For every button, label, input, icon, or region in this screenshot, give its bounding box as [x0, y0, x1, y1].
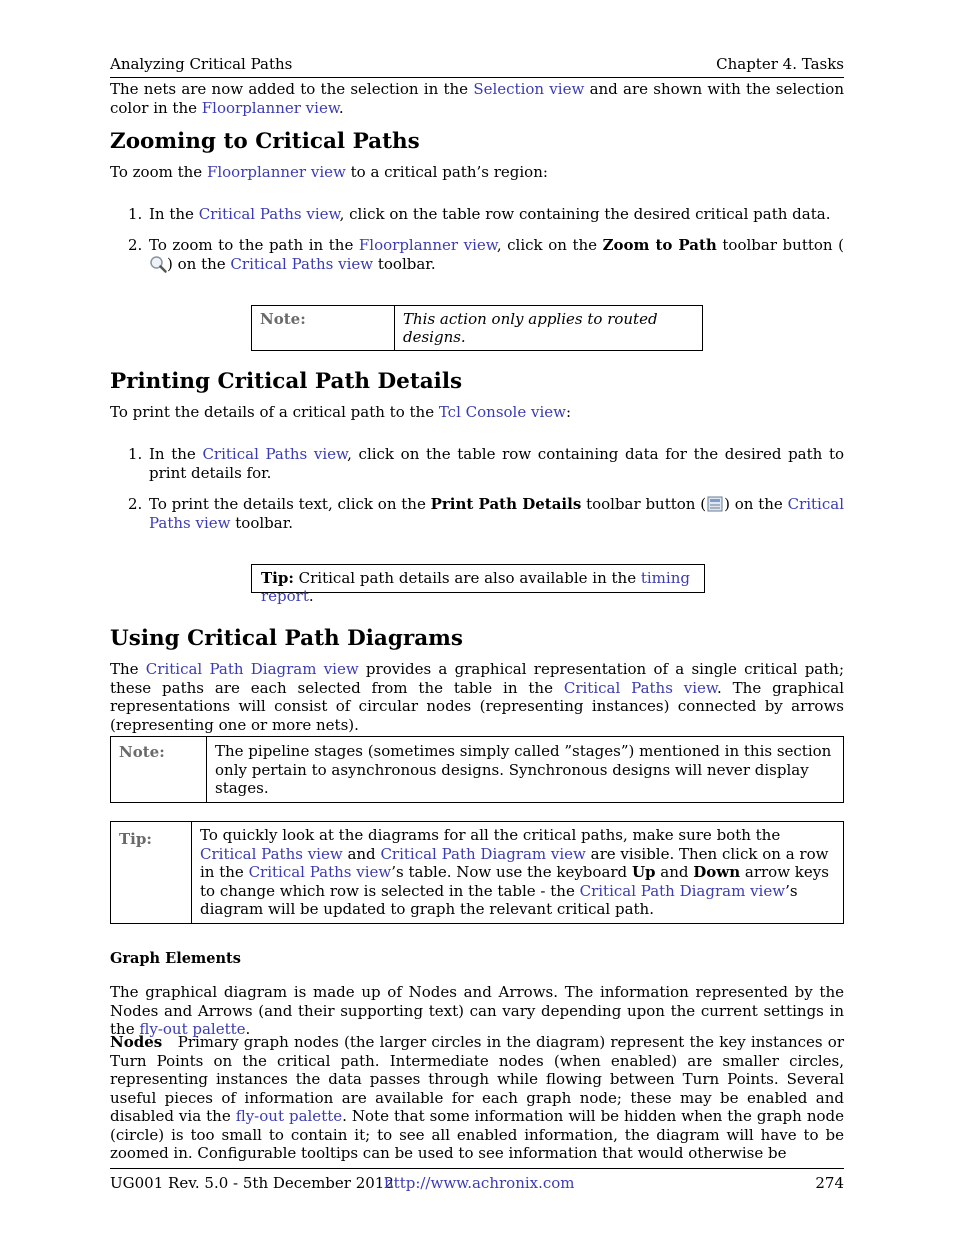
text: . The graphical representations will consist of circular nodes (representing instances) connected by arrows (representing one or more nets). — [110, 678, 845, 734]
text: toolbar. — [230, 514, 294, 532]
page-header — [110, 55, 844, 78]
text: . — [338, 98, 344, 117]
text: The graphical diagram is made up of Nodes and Arrows. The information represented by the Nodes and Arrows (and their supporting text) can vary depending upon the current settings in the — [110, 983, 844, 1038]
critical-paths-view-link[interactable]: Critical Paths view — [200, 844, 343, 863]
text: arrow keys to change which row is selected in the table - the — [200, 863, 829, 900]
text: and — [342, 844, 381, 863]
fly-out-palette-link[interactable]: fly-out palette — [139, 1020, 246, 1038]
graph-elements-paragraph — [110, 983, 844, 1039]
text: toolbar button ( — [716, 236, 844, 254]
zoom-heading: Zooming to Critical Paths — [110, 129, 420, 154]
page-footer — [110, 1168, 844, 1192]
floorplanner-view-link[interactable]: Floorplanner view — [206, 163, 346, 181]
magnifier-icon — [149, 255, 167, 273]
text: toolbar. — [373, 255, 436, 273]
text: To print the details text, click on the — [149, 495, 431, 513]
print-details-icon — [706, 495, 724, 513]
text: : — [565, 403, 572, 421]
text: ’s table. Now use the keyboard — [391, 863, 632, 881]
text: ’s diagram will be updated to graph the relevant critical path. — [200, 881, 798, 918]
critical-path-diagram-view-link[interactable]: Critical Path Diagram view — [380, 844, 586, 863]
diagrams-heading: Using Critical Path Diagrams — [110, 626, 464, 651]
nodes-label: Nodes — [110, 1033, 163, 1051]
text: Primary graph nodes (the larger circles in the diagram) represent the key instances or Turn Points on the critical path. Intermediate nodes (when enabled) are smaller circles, representing instances the data passes through while flowing between Turn Points. Several useful pieces of information are available for each graph node; these may be enabled and disabled via the — [110, 1033, 849, 1125]
diagrams-tip-box — [110, 821, 844, 924]
step-number: 1. — [128, 205, 143, 223]
print-tip-box — [251, 564, 705, 605]
text: and — [655, 863, 694, 881]
critical-paths-view-link[interactable]: Critical Paths view — [202, 445, 348, 463]
fly-out-palette-link[interactable]: fly-out palette — [235, 1107, 343, 1125]
critical-path-diagram-view-link[interactable]: Critical Path Diagram view — [579, 881, 786, 900]
text: , click on the — [496, 236, 603, 254]
zoom-note-box — [251, 305, 703, 351]
note-text: The pipeline stages (sometimes simply called ”stages”) mentioned in this section only pertain to asynchronous designs. Synchronous designs will never display stages. — [207, 737, 844, 803]
timing-report-link[interactable]: timing report — [261, 569, 690, 605]
critical-paths-view-link[interactable]: Critical Paths view — [230, 255, 374, 273]
critical-paths-view-link[interactable]: Critical Paths view — [149, 495, 844, 532]
tip-label: Tip: — [111, 822, 192, 924]
zoom-to-path-label: Zoom to Path — [602, 236, 717, 254]
print-step-2 — [110, 495, 844, 533]
text: To zoom the — [110, 163, 207, 181]
text: ) on the — [167, 255, 231, 273]
text: . — [308, 587, 314, 605]
tip-text — [192, 822, 844, 924]
zoom-step-2 — [110, 236, 844, 274]
text: to a critical path’s region: — [345, 163, 548, 181]
text: , click on the table row containing the desired critical path data. — [339, 205, 831, 223]
nodes-paragraph — [110, 1033, 849, 1162]
text: toolbar button ( — [581, 495, 707, 513]
footer-doc-rev: UG001 Rev. 5.0 - 5th December 2012 — [110, 1174, 394, 1192]
text: ) on the — [724, 495, 788, 513]
text: To print the details of a critical path to the — [110, 403, 439, 421]
text: . Note that some information will be hidden when the graph node (circle) is too small to contain it; to see all enabled information, the diagram will have to be zoomed in. Configurable tooltips can be used to see information that would otherwise be — [110, 1107, 844, 1162]
text: Critical path details are also available in the — [293, 569, 641, 587]
graph-elements-subheading: Graph Elements — [110, 950, 241, 967]
text: are visible. Then click on a row in the — [200, 844, 829, 881]
print-heading: Printing Critical Path Details — [110, 369, 463, 394]
text: The nets are now added to the selection in the — [110, 80, 474, 98]
note-label: Note: — [111, 737, 207, 803]
up-key-label: Up — [631, 863, 656, 881]
text: , click on the table row containing data for the desired path to print details for. — [149, 445, 845, 482]
tip-label: Tip: — [261, 569, 294, 587]
note-text: This action only applies to routed designs. — [395, 306, 703, 351]
critical-paths-view-link[interactable]: Critical Paths view — [198, 205, 340, 223]
diagrams-note-box — [110, 736, 844, 803]
floorplanner-view-link[interactable]: Floorplanner view — [358, 236, 497, 254]
intro-paragraph — [110, 80, 844, 117]
print-path-details-label: Print Path Details — [430, 495, 582, 513]
critical-paths-view-link[interactable]: Critical Paths view — [563, 678, 717, 697]
text: In the — [149, 205, 199, 223]
text: The — [110, 660, 146, 678]
text: provides a graphical representation of a single critical path; these paths are each selected from the table in the — [110, 660, 844, 697]
page-number: 274 — [815, 1174, 844, 1192]
text: To quickly look at the diagrams for all the critical paths, make sure both the — [200, 826, 781, 844]
text: In the — [149, 445, 203, 463]
selection-view-link[interactable]: Selection view — [473, 80, 585, 98]
critical-paths-view-link[interactable]: Critical Paths view — [248, 863, 392, 881]
step-number: 2. — [128, 236, 143, 254]
step-number: 1. — [128, 445, 143, 463]
text: To zoom to the path in the — [149, 236, 359, 254]
critical-path-diagram-view-link[interactable]: Critical Path Diagram view — [145, 660, 359, 678]
text: . — [245, 1020, 251, 1038]
text: and are shown with the selection color in the — [110, 80, 844, 117]
note-label: Note: — [252, 306, 395, 351]
print-step-1 — [110, 445, 844, 483]
diagrams-paragraph — [110, 660, 844, 734]
header-section-title: Analyzing Critical Paths — [110, 55, 293, 73]
floorplanner-view-link[interactable]: Floorplanner view — [201, 98, 339, 117]
footer-website-link[interactable]: http://www.achronix.com — [384, 1174, 575, 1192]
tcl-console-view-link[interactable]: Tcl Console view — [438, 403, 566, 421]
zoom-step-1 — [110, 205, 844, 224]
step-number: 2. — [128, 495, 143, 513]
zoom-lead — [110, 163, 844, 182]
print-lead — [110, 403, 844, 422]
down-key-label: Down — [693, 863, 741, 881]
header-chapter: Chapter 4. Tasks — [716, 55, 844, 73]
